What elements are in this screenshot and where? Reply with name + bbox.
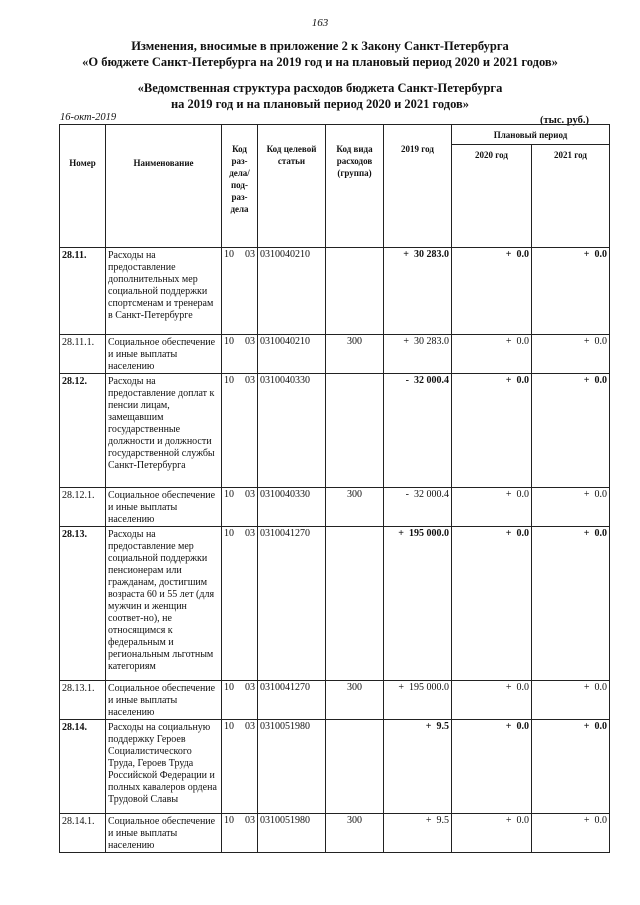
row-name: Социальное обеспечение и иные выплаты населению bbox=[106, 335, 222, 374]
amount-sign: + bbox=[425, 721, 432, 732]
amount-sign: + bbox=[398, 682, 404, 693]
table-row bbox=[60, 248, 610, 335]
row-amount-2020 bbox=[452, 527, 532, 681]
amount-value: 0.0 bbox=[594, 489, 607, 500]
row-celevaya: 0310041270 bbox=[258, 527, 326, 681]
page-number: 163 bbox=[311, 17, 329, 29]
header-razdel: Код раз- дела/ под- раз- дела bbox=[222, 125, 258, 248]
header-vid: Код вида расходов (группа) bbox=[326, 125, 384, 248]
amount-value: 0.0 bbox=[594, 682, 607, 693]
row-razdel: 10 bbox=[222, 488, 240, 527]
amount-value: 0.0 bbox=[594, 375, 607, 386]
amount-sign: + bbox=[505, 336, 512, 347]
row-amount-2021 bbox=[532, 374, 610, 488]
amount-value: 0.0 bbox=[516, 375, 529, 386]
amount-value: 0.0 bbox=[516, 528, 529, 539]
row-podrazdel: 03 bbox=[240, 374, 258, 488]
amount-value: 195 000.0 bbox=[409, 682, 449, 693]
row-name: Социальное обеспечение и иные выплаты населению bbox=[106, 681, 222, 720]
amount-sign: + bbox=[403, 336, 409, 347]
amount-value: 32 000.4 bbox=[414, 489, 449, 500]
row-razdel: 10 bbox=[222, 527, 240, 681]
row-number: 28.12.1. bbox=[60, 488, 106, 527]
table-row bbox=[60, 374, 610, 488]
row-number: 28.11. bbox=[60, 248, 106, 335]
amount-sign: + bbox=[583, 682, 590, 693]
amount-value: 9.5 bbox=[436, 721, 449, 732]
amount-sign: + bbox=[583, 528, 590, 539]
amount-sign: + bbox=[583, 249, 590, 260]
amount-sign: + bbox=[505, 528, 512, 539]
row-vid bbox=[326, 248, 384, 335]
row-vid bbox=[326, 374, 384, 488]
amount-value: 0.0 bbox=[516, 721, 529, 732]
amount-sign: + bbox=[583, 721, 590, 732]
amount-value: 0.0 bbox=[516, 682, 529, 693]
amount-sign: + bbox=[505, 721, 512, 732]
row-amount-2020 bbox=[452, 248, 532, 335]
header-2021: 2021 год bbox=[532, 145, 610, 248]
row-celevaya: 0310040210 bbox=[258, 248, 326, 335]
amount-sign: + bbox=[505, 682, 512, 693]
units-label: (тыс. руб.) bbox=[540, 115, 589, 126]
row-razdel: 10 bbox=[222, 814, 240, 853]
amount-value: 30 283.0 bbox=[414, 336, 449, 347]
amount-value: 0.0 bbox=[594, 249, 607, 260]
row-amount-2019 bbox=[384, 720, 452, 814]
amount-value: 30 283.0 bbox=[414, 249, 449, 260]
amount-sign: - bbox=[405, 375, 409, 386]
row-number: 28.13.1. bbox=[60, 681, 106, 720]
row-podrazdel: 03 bbox=[240, 720, 258, 814]
amount-value: 0.0 bbox=[594, 721, 607, 732]
table-row bbox=[60, 488, 610, 527]
row-amount-2019 bbox=[384, 248, 452, 335]
amount-sign: - bbox=[405, 489, 409, 500]
row-celevaya: 0310051980 bbox=[258, 814, 326, 853]
row-number: 28.14.1. bbox=[60, 814, 106, 853]
row-amount-2020 bbox=[452, 374, 532, 488]
row-razdel: 10 bbox=[222, 681, 240, 720]
row-number: 28.11.1. bbox=[60, 335, 106, 374]
row-podrazdel: 03 bbox=[240, 335, 258, 374]
row-name: Расходы на социальную поддержку Героев Социалистического Труда, Героев Труда Российской Федерации и полных кавалеров ордена Трудовой Славы bbox=[106, 720, 222, 814]
row-vid bbox=[326, 720, 384, 814]
amount-sign: + bbox=[505, 815, 512, 826]
row-amount-2020 bbox=[452, 720, 532, 814]
row-vid: 300 bbox=[326, 814, 384, 853]
row-vid: 300 bbox=[326, 681, 384, 720]
amount-sign: + bbox=[403, 249, 409, 260]
row-amount-2019 bbox=[384, 527, 452, 681]
row-number: 28.14. bbox=[60, 720, 106, 814]
row-name: Расходы на предоставление мер социальной поддержки пенсионерам или гражданам, достигшим возраста 60 и 55 лет (для мужчин и женщин соответ-но), не относящимся к федеральным и региональным льготным категориям bbox=[106, 527, 222, 681]
row-razdel: 10 bbox=[222, 720, 240, 814]
header-name: Наименование bbox=[106, 125, 222, 248]
amount-sign: + bbox=[583, 489, 590, 500]
amount-sign: + bbox=[583, 815, 590, 826]
subtitle-line-1: «Ведомственная структура расходов бюджета Санкт-Петербурга bbox=[137, 81, 503, 95]
amount-value: 0.0 bbox=[516, 249, 529, 260]
row-celevaya: 0310040330 bbox=[258, 488, 326, 527]
row-amount-2021 bbox=[532, 527, 610, 681]
row-amount-2021 bbox=[532, 681, 610, 720]
amount-value: 195 000.0 bbox=[409, 528, 449, 539]
header-number: Номер bbox=[60, 125, 106, 248]
row-name: Социальное обеспечение и иные выплаты населению bbox=[106, 488, 222, 527]
row-podrazdel: 03 bbox=[240, 527, 258, 681]
amount-value: 0.0 bbox=[594, 815, 607, 826]
subtitle-line-2: на 2019 год и на плановый период 2020 и 2021 годов» bbox=[170, 97, 470, 111]
amount-value: 9.5 bbox=[436, 815, 449, 826]
amount-value: 0.0 bbox=[594, 336, 607, 347]
title-line-1: Изменения, вносимые в приложение 2 к Закону Санкт-Петербурга bbox=[131, 39, 509, 53]
header-celevaya: Код целевой статьи bbox=[258, 125, 326, 248]
amount-sign: + bbox=[505, 489, 512, 500]
row-amount-2019 bbox=[384, 814, 452, 853]
document-subtitle bbox=[0, 80, 640, 112]
row-amount-2021 bbox=[532, 814, 610, 853]
table-row bbox=[60, 720, 610, 814]
header-planned: Плановый период bbox=[452, 125, 610, 145]
row-podrazdel: 03 bbox=[240, 248, 258, 335]
row-amount-2021 bbox=[532, 248, 610, 335]
amount-value: 0.0 bbox=[516, 489, 529, 500]
amount-value: 32 000.4 bbox=[414, 375, 449, 386]
row-razdel: 10 bbox=[222, 335, 240, 374]
row-amount-2019 bbox=[384, 488, 452, 527]
row-celevaya: 0310040210 bbox=[258, 335, 326, 374]
row-name: Расходы на предоставление доплат к пенсии лицам, замещавшим государственные должности и должности государственной службы Санкт-Петербурга bbox=[106, 374, 222, 488]
budget-table bbox=[59, 124, 610, 853]
row-celevaya: 0310041270 bbox=[258, 681, 326, 720]
amount-sign: + bbox=[505, 249, 512, 260]
row-vid: 300 bbox=[326, 335, 384, 374]
amount-value: 0.0 bbox=[516, 815, 529, 826]
row-celevaya: 0310051980 bbox=[258, 720, 326, 814]
amount-sign: + bbox=[583, 375, 590, 386]
row-podrazdel: 03 bbox=[240, 488, 258, 527]
amount-value: 0.0 bbox=[516, 336, 529, 347]
row-amount-2019 bbox=[384, 374, 452, 488]
row-razdel: 10 bbox=[222, 374, 240, 488]
row-amount-2019 bbox=[384, 681, 452, 720]
amount-sign: + bbox=[425, 815, 432, 826]
row-amount-2021 bbox=[532, 720, 610, 814]
title-line-2: «О бюджете Санкт-Петербурга на 2019 год и на плановый период 2020 и 2021 годов» bbox=[82, 55, 558, 69]
table-row bbox=[60, 527, 610, 681]
row-name: Расходы на предоставление дополнительных мер социальной поддержки спортсменам и тренерам в Санкт-Петербурге bbox=[106, 248, 222, 335]
table-body bbox=[60, 248, 610, 853]
row-podrazdel: 03 bbox=[240, 681, 258, 720]
row-amount-2020 bbox=[452, 335, 532, 374]
row-celevaya: 0310040330 bbox=[258, 374, 326, 488]
row-podrazdel: 03 bbox=[240, 814, 258, 853]
row-vid: 300 bbox=[326, 488, 384, 527]
row-vid bbox=[326, 527, 384, 681]
row-name: Социальное обеспечение и иные выплаты населению bbox=[106, 814, 222, 853]
row-amount-2020 bbox=[452, 488, 532, 527]
header-2019: 2019 год bbox=[384, 125, 452, 248]
header-2020: 2020 год bbox=[452, 145, 532, 248]
table-row bbox=[60, 335, 610, 374]
document-title bbox=[0, 38, 640, 70]
amount-sign: + bbox=[583, 336, 590, 347]
row-amount-2019 bbox=[384, 335, 452, 374]
table-row bbox=[60, 681, 610, 720]
row-number: 28.13. bbox=[60, 527, 106, 681]
table-row bbox=[60, 814, 610, 853]
amount-value: 0.0 bbox=[594, 528, 607, 539]
row-amount-2020 bbox=[452, 681, 532, 720]
document-date: 16-окт-2019 bbox=[60, 112, 117, 123]
row-number: 28.12. bbox=[60, 374, 106, 488]
row-amount-2020 bbox=[452, 814, 532, 853]
row-razdel: 10 bbox=[222, 248, 240, 335]
amount-sign: + bbox=[398, 528, 404, 539]
amount-sign: + bbox=[505, 375, 512, 386]
row-amount-2021 bbox=[532, 335, 610, 374]
row-amount-2021 bbox=[532, 488, 610, 527]
